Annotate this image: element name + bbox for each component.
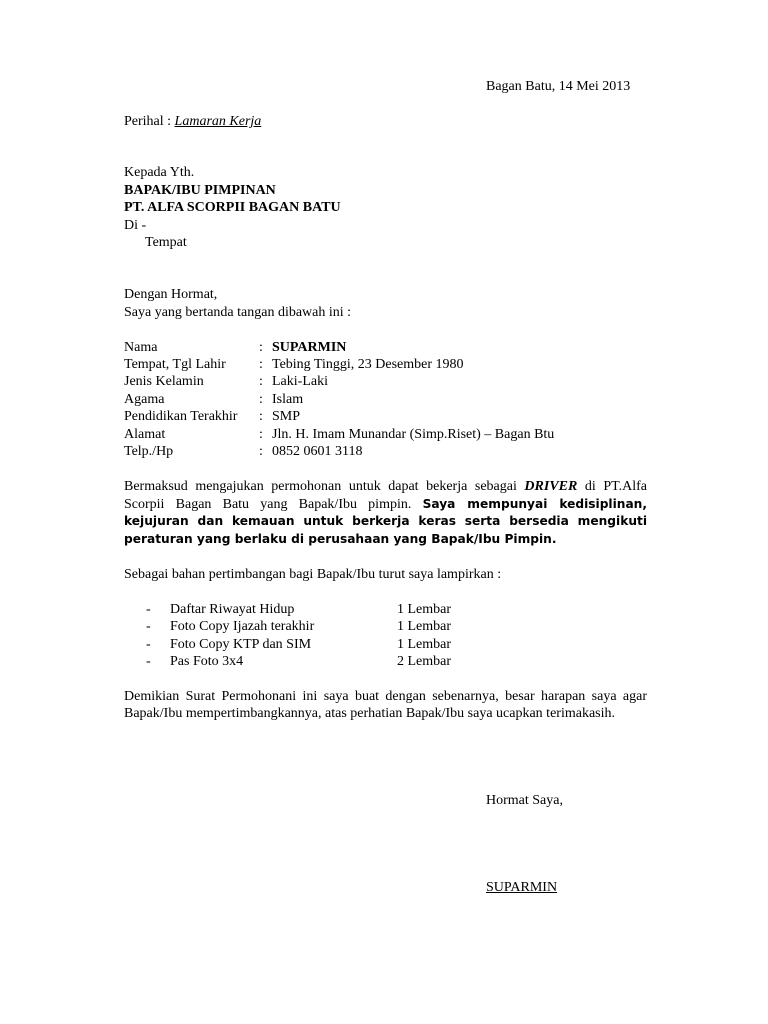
closing-paragraph: Demikian Surat Permohonani ini saya buat dengan sebenarnya, besar harapan saya agar Bapak/Ibu mempertimbangkannya, atas perhatian Bapak/Ibu saya ucapkan terimakasih. <box>124 689 647 721</box>
identity-colon: : <box>259 340 263 355</box>
body-commitment: Saya mempunyai kedisiplinan, kejujuran dan kemauan untuk berkerja keras serta bersedia mengikuti peraturan yang berlaku di perusahaan yang Bapak/Ibu Pimpin. <box>124 496 647 546</box>
attachment-name: Pas Foto 3x4 <box>170 654 244 669</box>
position-role: DRIVER <box>524 479 578 494</box>
identity-colon: : <box>259 374 263 389</box>
identity-colon: : <box>259 427 263 442</box>
identity-value: Tebing Tinggi, 23 Desember 1980 <box>272 357 464 372</box>
place-date: Bagan Batu, 14 Mei 2013 <box>486 79 631 94</box>
recipient-line4: Tempat <box>145 235 187 250</box>
list-bullet: - <box>146 602 151 617</box>
identity-label: Jenis Kelamin <box>124 374 204 389</box>
attachment-name: Foto Copy Ijazah terakhir <box>170 619 315 634</box>
identity-value: SUPARMIN <box>272 340 347 355</box>
subject-label: Perihal : <box>124 114 172 129</box>
subject-value: Lamaran Kerja <box>174 114 262 129</box>
identity-colon: : <box>259 444 263 459</box>
identity-colon: : <box>259 409 263 424</box>
attachment-name: Foto Copy KTP dan SIM <box>170 637 312 652</box>
identity-value: 0852 0601 3118 <box>272 444 363 459</box>
recipient-line1: BAPAK/IBU PIMPINAN <box>124 183 276 198</box>
identity-value: Laki-Laki <box>272 374 328 389</box>
recipient-line3: Di - <box>124 218 147 233</box>
signature-name: SUPARMIN <box>486 880 558 895</box>
identity-value: Islam <box>272 392 304 407</box>
subject-line <box>124 113 261 130</box>
attachment-qty: 2 Lembar <box>397 654 452 669</box>
attachment-qty: 1 Lembar <box>397 619 452 634</box>
identity-value: Jln. H. Imam Munandar (Simp.Riset) – Bagan Btu <box>272 427 555 442</box>
attachment-qty: 1 Lembar <box>397 602 452 617</box>
list-bullet: - <box>146 637 151 652</box>
attachment-name: Daftar Riwayat Hidup <box>170 602 295 617</box>
recipient-greeting: Kepada Yth. <box>124 165 195 180</box>
identity-label: Telp./Hp <box>124 444 174 459</box>
attachment-qty: 1 Lembar <box>397 637 452 652</box>
list-bullet: - <box>146 654 151 669</box>
salutation: Dengan Hormat, <box>124 287 218 302</box>
identity-label: Tempat, Tgl Lahir <box>124 357 226 372</box>
intro-text: Saya yang bertanda tangan dibawah ini : <box>124 305 352 320</box>
identity-value: SMP <box>272 409 301 424</box>
identity-label: Pendidikan Terakhir <box>124 409 238 424</box>
identity-colon: : <box>259 392 263 407</box>
list-bullet: - <box>146 619 151 634</box>
body-paragraph <box>124 478 647 548</box>
attachments-intro: Sebagai bahan pertimbangan bagi Bapak/Ibu turut saya lampirkan : <box>124 567 502 582</box>
identity-label: Agama <box>124 392 165 407</box>
body-text: di PT.Alfa Scorpii Bagan Batu yang Bapak/Ibu pimpin. <box>124 479 648 512</box>
recipient-line2: PT. ALFA SCORPII BAGAN BATU <box>124 200 341 215</box>
regards-text: Hormat Saya, <box>486 793 563 808</box>
identity-label: Alamat <box>124 427 166 442</box>
identity-colon: : <box>259 357 263 372</box>
body-text: Bermaksud mengajukan permohonan untuk dapat bekerja sebagai <box>124 479 517 494</box>
identity-label: Nama <box>124 340 158 355</box>
